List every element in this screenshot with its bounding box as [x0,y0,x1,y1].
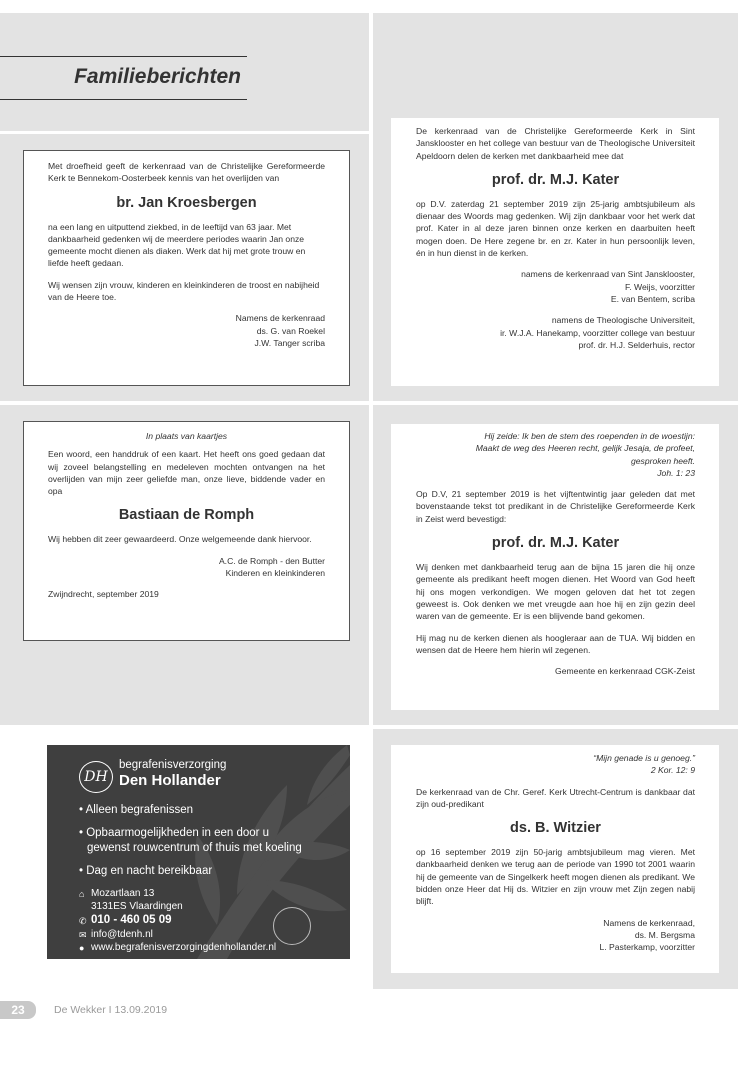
brand-name: Den Hollander [119,772,221,789]
service-bullet: • Alleen begrafenissen [79,804,193,816]
email-link[interactable]: info@tdenh.nl [91,929,153,940]
signature-line: namens de Theologische Universiteit, [551,315,695,326]
brand-subtitle: begrafenisverzorging [119,759,227,771]
place-date: Zwijndrecht, september 2019 [48,589,159,600]
signature-line: L. Pasterkamp, voorzitter [599,942,695,953]
website-link[interactable]: www.begrafenisverzorgingdenhollander.nl [91,942,277,953]
announcement-de-romph [23,421,350,641]
intro-text: De kerkenraad van de Christelijke Gereformeerde Kerk in Sint Jansklooster en het college van bestuur van de Theologische Universiteit Apeldoorn delen de kerken met dankbaarheid mee dat [416,126,695,161]
address-city: 3131ES Vlaardingen [91,901,183,912]
person-name: br. Jan Kroesbergen [116,194,257,211]
body-text: op 16 september 2019 zijn 50-jarig ambtsjubileum mag vieren. Met dankbaarheid denken we terug aan de periode van 1990 tot 2001 waarin hij de gemeente van de Singelkerk heeft mogen dienen als predikant. We bidden onze Heer dat Hij ds. Witzier en zijn vrouw met Zijn zegen nabij blijft. [416,847,695,907]
globe-icon: ● [79,943,85,953]
address-street: Mozartlaan 13 [91,888,155,899]
body-text: Hij mag nu de kerken dienen als hoogleraar aan de TUA. Wij bidden en wensen dat de Heere hem hierin wil zegenen. [416,632,695,655]
person-name: prof. dr. M.J. Kater [491,535,620,552]
signature-line: Gemeente en kerkenraad CGK-Zeist [555,666,695,677]
intro-text: De kerkenraad van de Chr. Geref. Kerk Utrecht-Centrum is dankbaar dat zijn oud-predikant [416,786,695,809]
service-bullet: • Opbaarmogelijkheden in een door u [79,827,270,839]
signature-line: ds. M. Bergsma [634,929,695,940]
certification-seal [273,907,311,945]
signature-line: F. Weijs, voorzitter [624,281,695,292]
signature-line: namens de kerkenraad van Sint Jansklooster, [521,269,695,280]
intro-text: Met droefheid geeft de kerkenraad van de Christelijke Gereformeerde Kerk te Bennekom-Oosterbeek kennis van het overlijden van [48,161,325,184]
service-bullet: • Dag en nacht bereikbaar [79,865,213,877]
bible-quote: “Mijn genade is u genoeg.” [593,753,695,763]
announcement-witzier [391,745,719,973]
section-header [0,56,247,100]
mail-icon: ✉ [79,930,87,940]
company-logo: DH [79,761,113,793]
signature-line: Kinderen en kleinkinderen [225,568,325,579]
signature-line: ds. G. van Roekel [256,325,325,336]
bible-quote: Maakt de weg des Heeren recht, gelijk Jesaja, de profeet, [475,443,695,454]
signature-line: prof. dr. H.J. Selderhuis, rector [578,339,695,350]
phone-number[interactable]: 010 - 460 05 09 [91,914,172,926]
signature-line: A.C. de Romph - den Butter [218,555,325,566]
announcement-kroesbergen [23,150,350,386]
home-icon: ⌂ [79,889,85,899]
body-text: Wij wensen zijn vrouw, kinderen en kleinkinderen de troost en nabijheid van de Heere toe. [48,279,320,303]
signature-line: E. van Bentem, scriba [610,293,695,304]
body-text: Wij denken met dankbaarheid terug aan de bijna 15 jaren die hij onze gemeente als predikant heeft mogen dienen. Het Woord van God heeft hij ons mogen verkondigen. We mogen geloven dat het tot zegen geweest is. Ook denken we met vreugde aan hoe hij en zijn gezin deel waren van de gemeente. Er is een blijvende band gekomen. [416,562,695,622]
publication-info: De Wekker I 13.09.2019 [54,1004,168,1016]
body-text: Wij hebben dit zeer gewaardeerd. Onze welgemeende dank hiervoor. [48,534,312,545]
body-text: op D.V. zaterdag 21 september 2019 zijn 25-jarig ambtsjubileum als dienaar des Woords mag gedenken. Wij zijn dankbaar voor het werk dat prof. Kater in al deze jaren binnen onze kerken en daarbuiten heeft mogen doen. De Here zegene br. en zr. Kater in hun persoonlijk leven, én in hun dienst in de kerken. [416,198,695,259]
person-name: prof. dr. M.J. Kater [491,171,620,188]
intro-text: Op D.V, 21 september 2019 is het vijftentwintig jaar geleden dat met bovenstaande tekst tot predikant in de Christelijke Gereformeerde Kerk in Zeist werd bevestigd: [416,489,695,524]
bible-quote: Hij zeide: Ik ben de stem des roependen in de woestijn: [484,431,695,441]
bible-reference: 2 Kor. 12: 9 [650,765,695,776]
person-name: Bastiaan de Romph [118,507,255,524]
signature-line: Namens de kerkenraad, [603,917,695,928]
signature-line: ir. W.J.A. Hanekamp, voorzitter college van bestuur [500,327,695,338]
announcement-kater-zeist [391,424,719,710]
person-name: ds. B. Witzier [510,820,601,837]
page-number: 23 [0,1001,36,1019]
body-text: na een lang en uitputtend ziekbed, in de leeftijd van 63 jaar. Met dankbaarheid gedenken wij de meerdere periodes waarin Jan onze gemeente mocht dienen als diaken. Werk dat hij met grote trouw en liefde heeft gedaan. [48,221,306,269]
announcement-kater-tua [391,118,719,386]
card-heading: In plaats van kaartjes [145,431,228,441]
funeral-advertisement [47,745,350,959]
bible-quote: gesproken heeft. [630,455,695,466]
signature-line: Namens de kerkenraad [235,313,325,324]
service-bullet-continued: gewenst rouwcentrum of thuis met koeling [87,842,302,854]
signature-line: J.W. Tanger scriba [254,337,325,348]
body-text: Een woord, een handdruk of een kaart. Het heeft ons goed gedaan dat wij zoveel belangstelling en medeleven mochten ontvangen na het overlijden van mijn zeer geliefde man, onze lieve, biddende vader en opa [48,449,325,497]
bible-reference: Joh. 1: 23 [657,467,695,478]
page-title: Familieberichten [74,65,241,88]
phone-icon: ✆ [79,916,87,926]
